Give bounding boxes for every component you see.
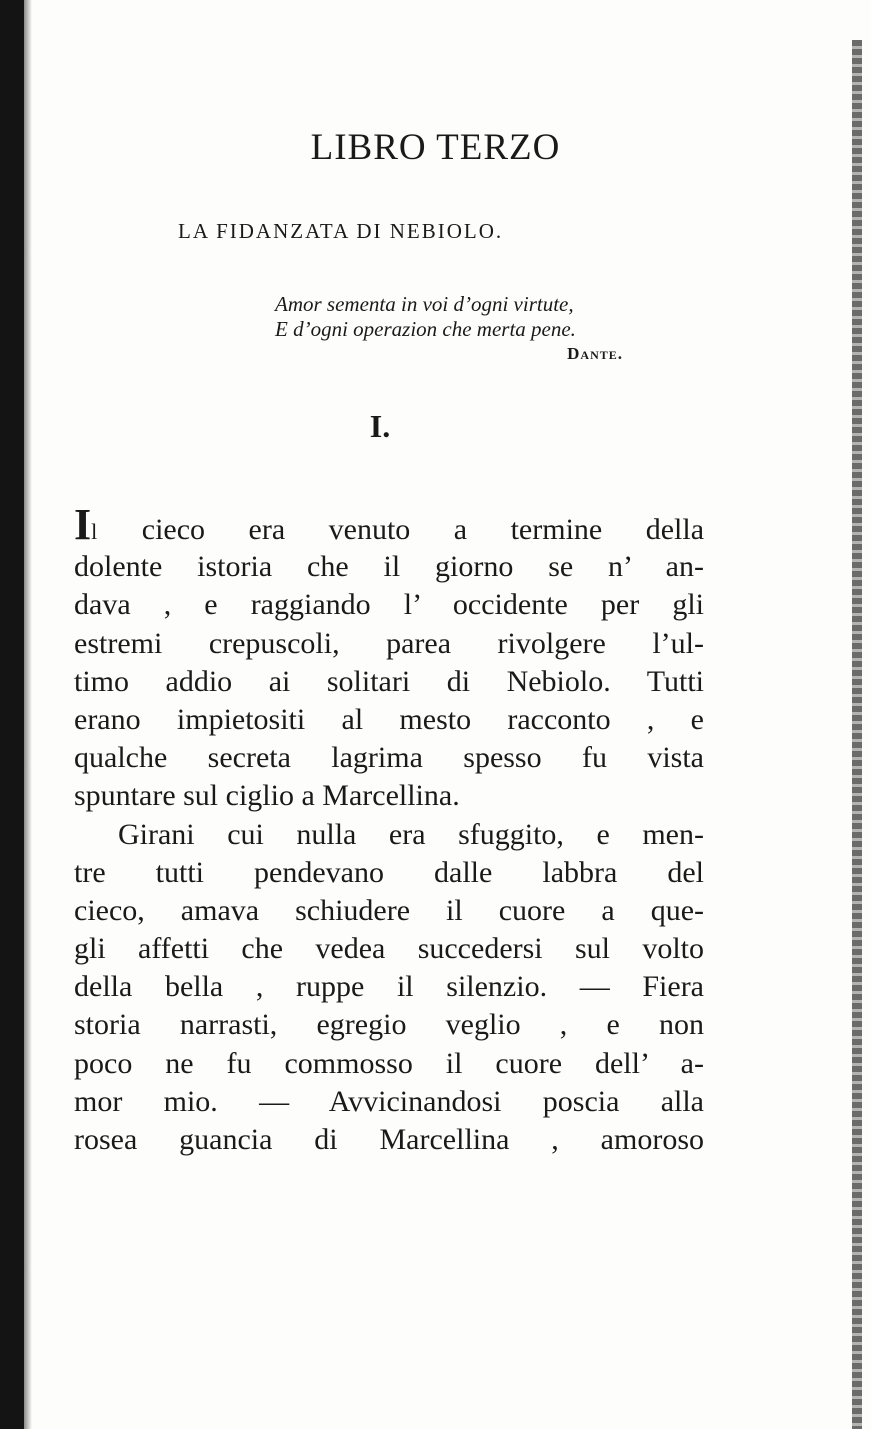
page-gutter-shadow [0, 0, 24, 1429]
epigraph [275, 292, 715, 366]
section-number: I. [369, 408, 391, 444]
drop-cap-rest: l [91, 519, 99, 544]
text-line: dava , e raggiando l’ occidente per gli [74, 588, 704, 622]
chapter-title: LIBRO TERZO [310, 127, 561, 168]
text-line: Girani cui nulla era sfuggito, e men- [118, 817, 704, 851]
page-edge-right [852, 40, 862, 1429]
text-line: storia narrasti, egregio veglio , e non [74, 1008, 704, 1042]
body-text [74, 500, 705, 1159]
text-line: rosea guancia di Marcellina , amoroso [74, 1123, 704, 1156]
text-line: dolente istoria che il giorno se n’ an- [74, 550, 704, 584]
epigraph-line: E d’ogni operazion che merta pene. [275, 317, 576, 341]
text-line: qualche secreta lagrima spesso fu vista [74, 741, 704, 775]
text-line: tre tutti pendevano dalle labbra del [74, 855, 704, 889]
text-line-content: cieco era venuto a termine della [141, 513, 705, 546]
text-line [74, 500, 705, 549]
text-line: gli affetti che vedea succedersi sul volto [74, 932, 704, 966]
text-line: timo addio ai solitari di Nebiolo. Tutti [74, 664, 704, 698]
text-line: poco ne fu commosso il cuore dell’ a- [74, 1046, 704, 1080]
drop-cap: I [74, 500, 92, 549]
paragraph-second [74, 816, 704, 1160]
epigraph-line: Amor sementa in voi d’ogni virtute, [275, 292, 574, 316]
text-line: erano impietositi al mesto racconto , e [74, 702, 704, 736]
epigraph-author: Dante. [567, 344, 623, 363]
text-line: spuntare sul ciglio a Marcellina. [74, 779, 460, 813]
text-line: mor mio. — Avvicinandosi poscia alla [74, 1084, 704, 1118]
page-gutter-fade [24, 0, 32, 1429]
text-line: estremi crepuscoli, parea rivolgere l’ul- [74, 626, 704, 660]
paragraph-first [74, 500, 705, 816]
text-line: della bella , ruppe il silenzio. — Fiera [74, 970, 704, 1004]
chapter-subtitle: LA FIDANZATA DI NEBIOLO. [178, 219, 504, 243]
text-line: cieco, amava schiudere il cuore a que- [74, 893, 704, 927]
